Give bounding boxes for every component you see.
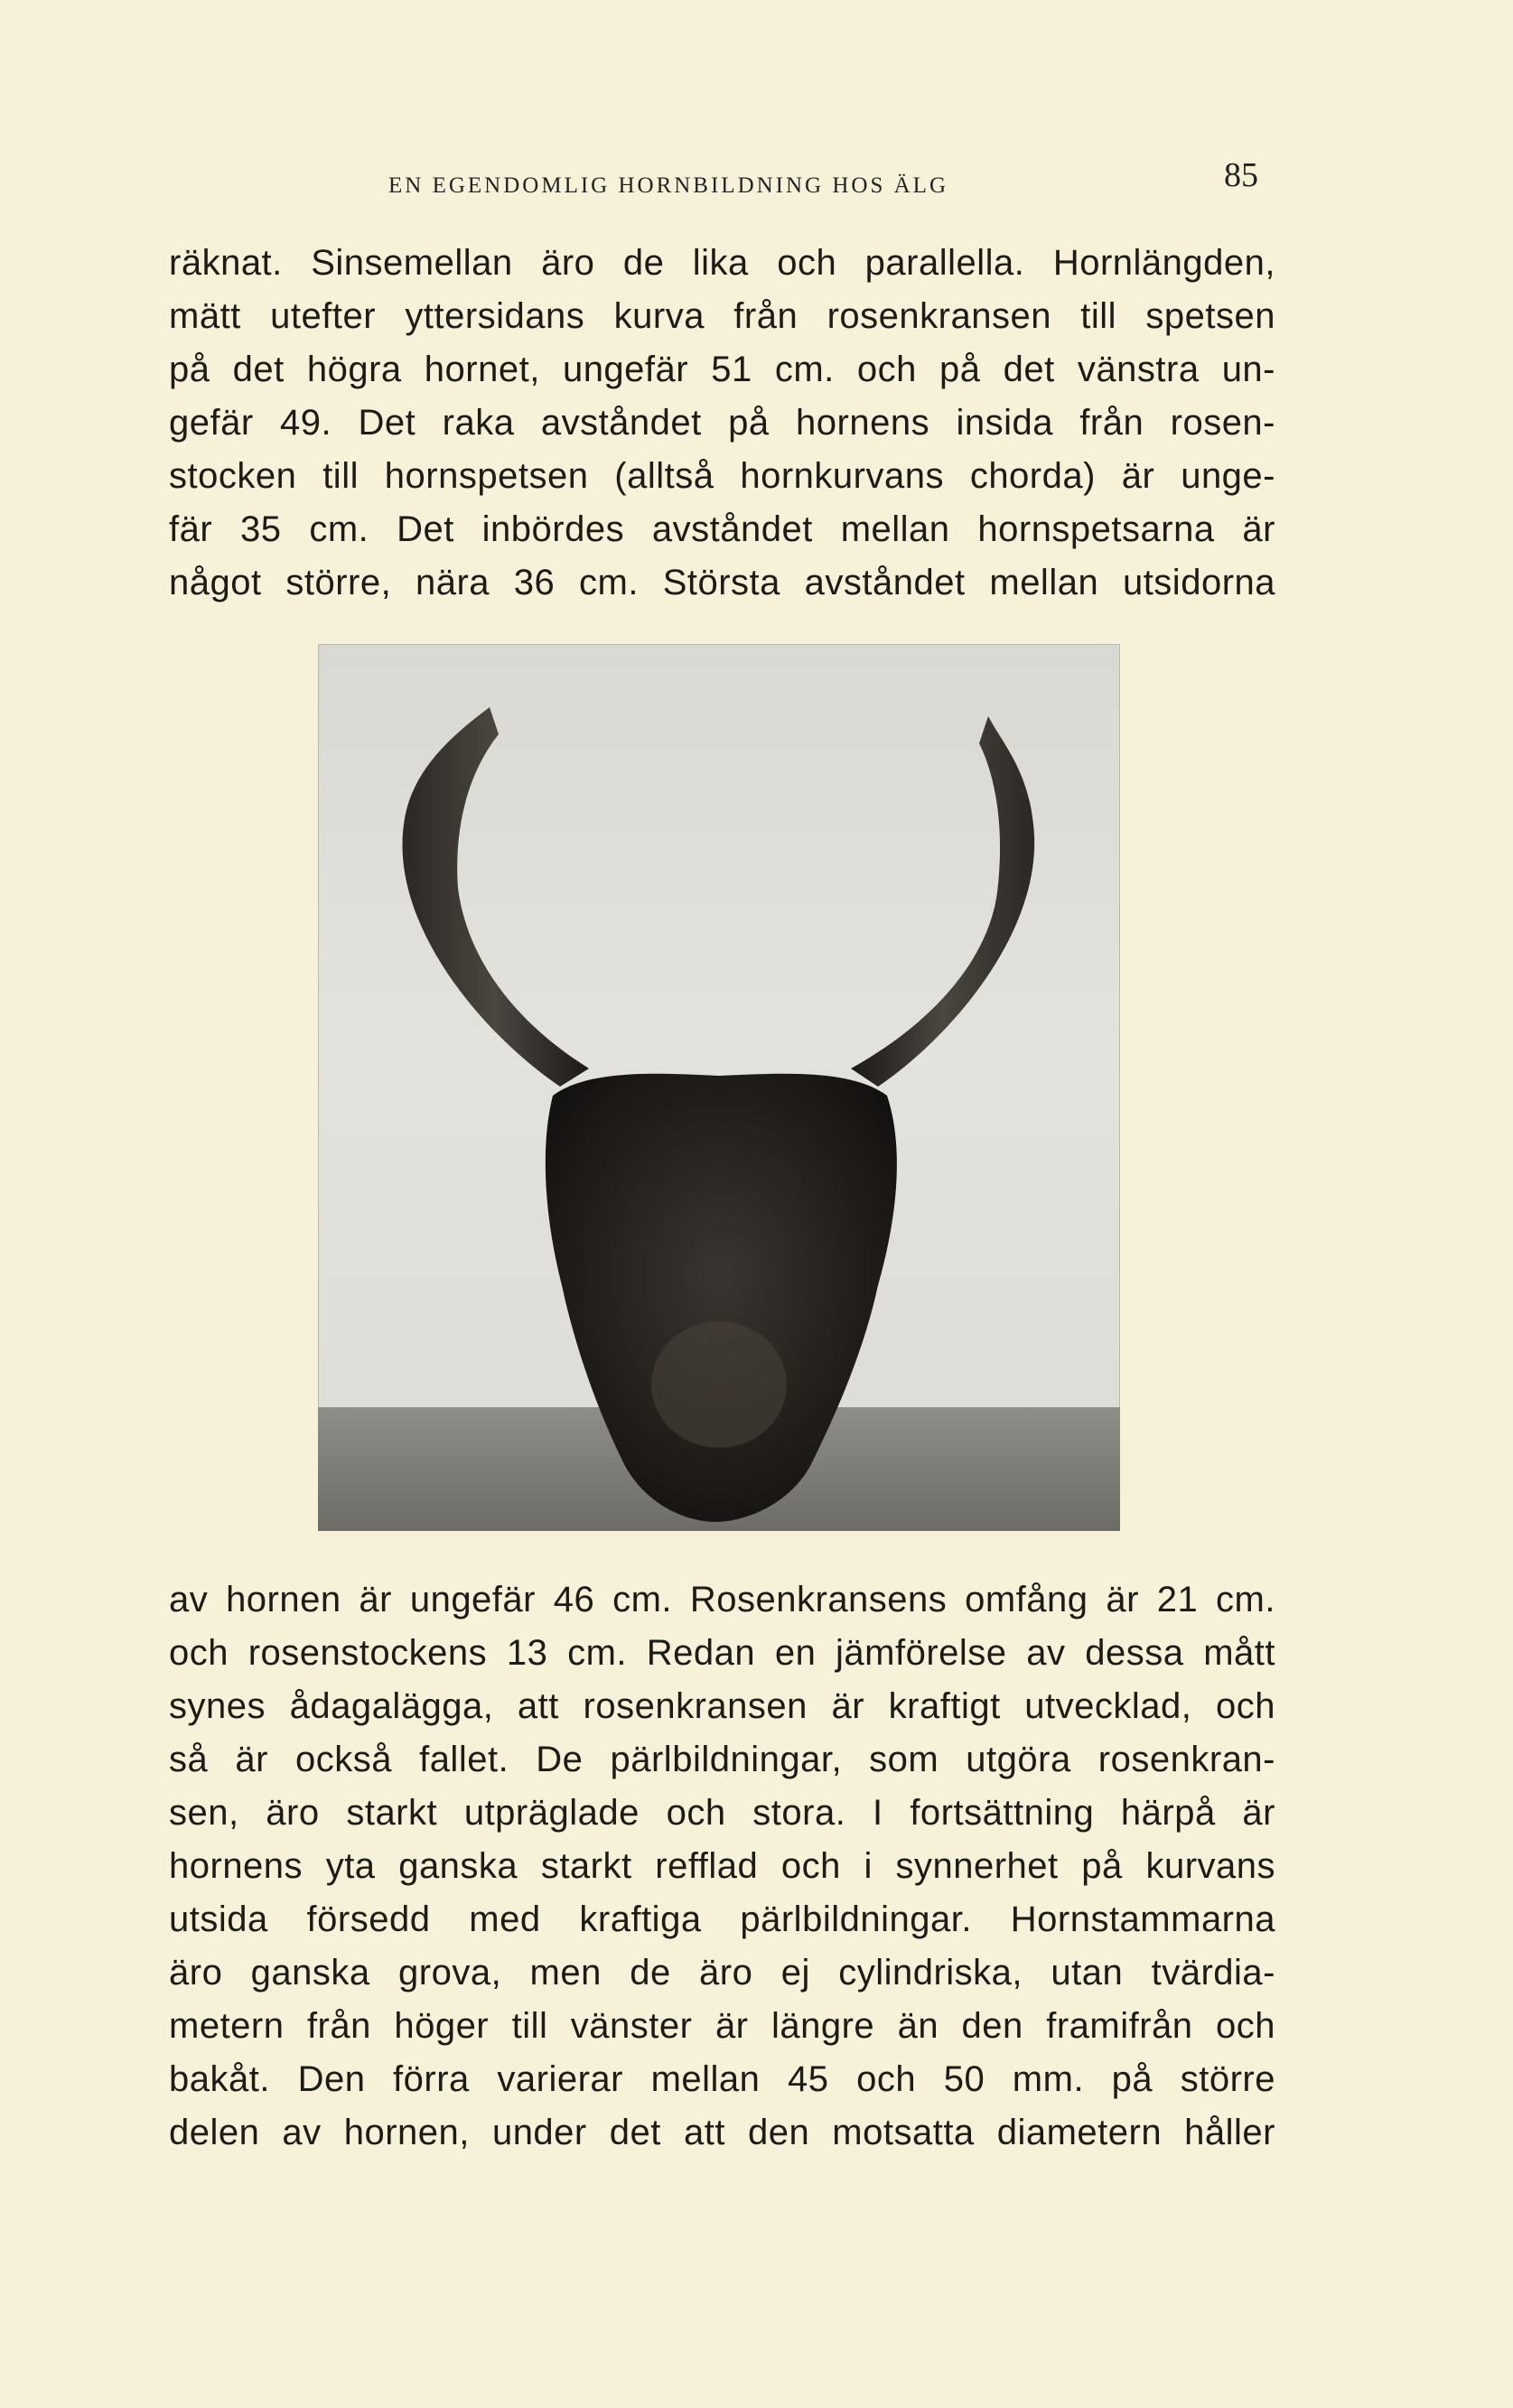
- text-line: stocken till hornspetsen (alltså hornkurvans chorda) är unge-: [169, 456, 1275, 496]
- text-line: något större, nära 36 cm. Största avståndet mellan utsidorna: [169, 563, 1275, 602]
- text-line: fär 35 cm. Det inbördes avståndet mellan hornspetsarna är: [169, 509, 1275, 549]
- left-horn: [402, 707, 589, 1087]
- text-line: så är också fallet. De pärlbildningar, som utgöra rosenkran-: [169, 1740, 1275, 1779]
- text-line: på det högra hornet, ungefär 51 cm. och på det vänstra un-: [169, 350, 1275, 389]
- text-line: och rosenstockens 13 cm. Redan en jämförelse av dessa mått: [169, 1633, 1275, 1673]
- text-line: sen, äro starkt utpräglade och stora. I fortsättning härpå är: [169, 1793, 1275, 1833]
- text-line: synes ådagalägga, att rosenkransen är kraftigt utvecklad, och: [169, 1686, 1275, 1726]
- body-text-bottom: [169, 1573, 1275, 2160]
- running-title: EN EGENDOMLIG HORNBILDNING HOS ÄLG: [388, 173, 949, 198]
- elk-skull-illustration: [318, 644, 1120, 1531]
- page-number: 85: [1224, 156, 1258, 194]
- text-line: hornens yta ganska starkt refflad och i synnerhet på kurvans: [169, 1846, 1275, 1886]
- body-text-top: [169, 237, 1275, 610]
- right-horn: [851, 716, 1034, 1087]
- text-line: utsida försedd med kraftiga pärlbildningar. Hornstammarna: [169, 1899, 1275, 1939]
- text-line: delen av hornen, under det att den motsatta diametern håller: [169, 2113, 1275, 2152]
- text-line: bakåt. Den förra varierar mellan 45 och 50 mm. på större: [169, 2059, 1275, 2099]
- text-line: äro ganska grova, men de äro ej cylindriska, utan tvärdia-: [169, 1953, 1275, 1993]
- text-line: räknat. Sinsemellan äro de lika och parallella. Hornlängden,: [169, 243, 1275, 283]
- skull-highlight: [651, 1321, 787, 1448]
- text-line: metern från höger till vänster är längre än den framifrån och: [169, 2006, 1275, 2046]
- text-line: gefär 49. Det raka avståndet på hornens insida från rosen-: [169, 403, 1275, 443]
- text-line: mätt utefter yttersidans kurva från rosenkransen till spetsen: [169, 296, 1275, 336]
- text-line: av hornen är ungefär 46 cm. Rosenkransens omfång är 21 cm.: [169, 1580, 1275, 1619]
- elk-skull-photo: [318, 644, 1120, 1531]
